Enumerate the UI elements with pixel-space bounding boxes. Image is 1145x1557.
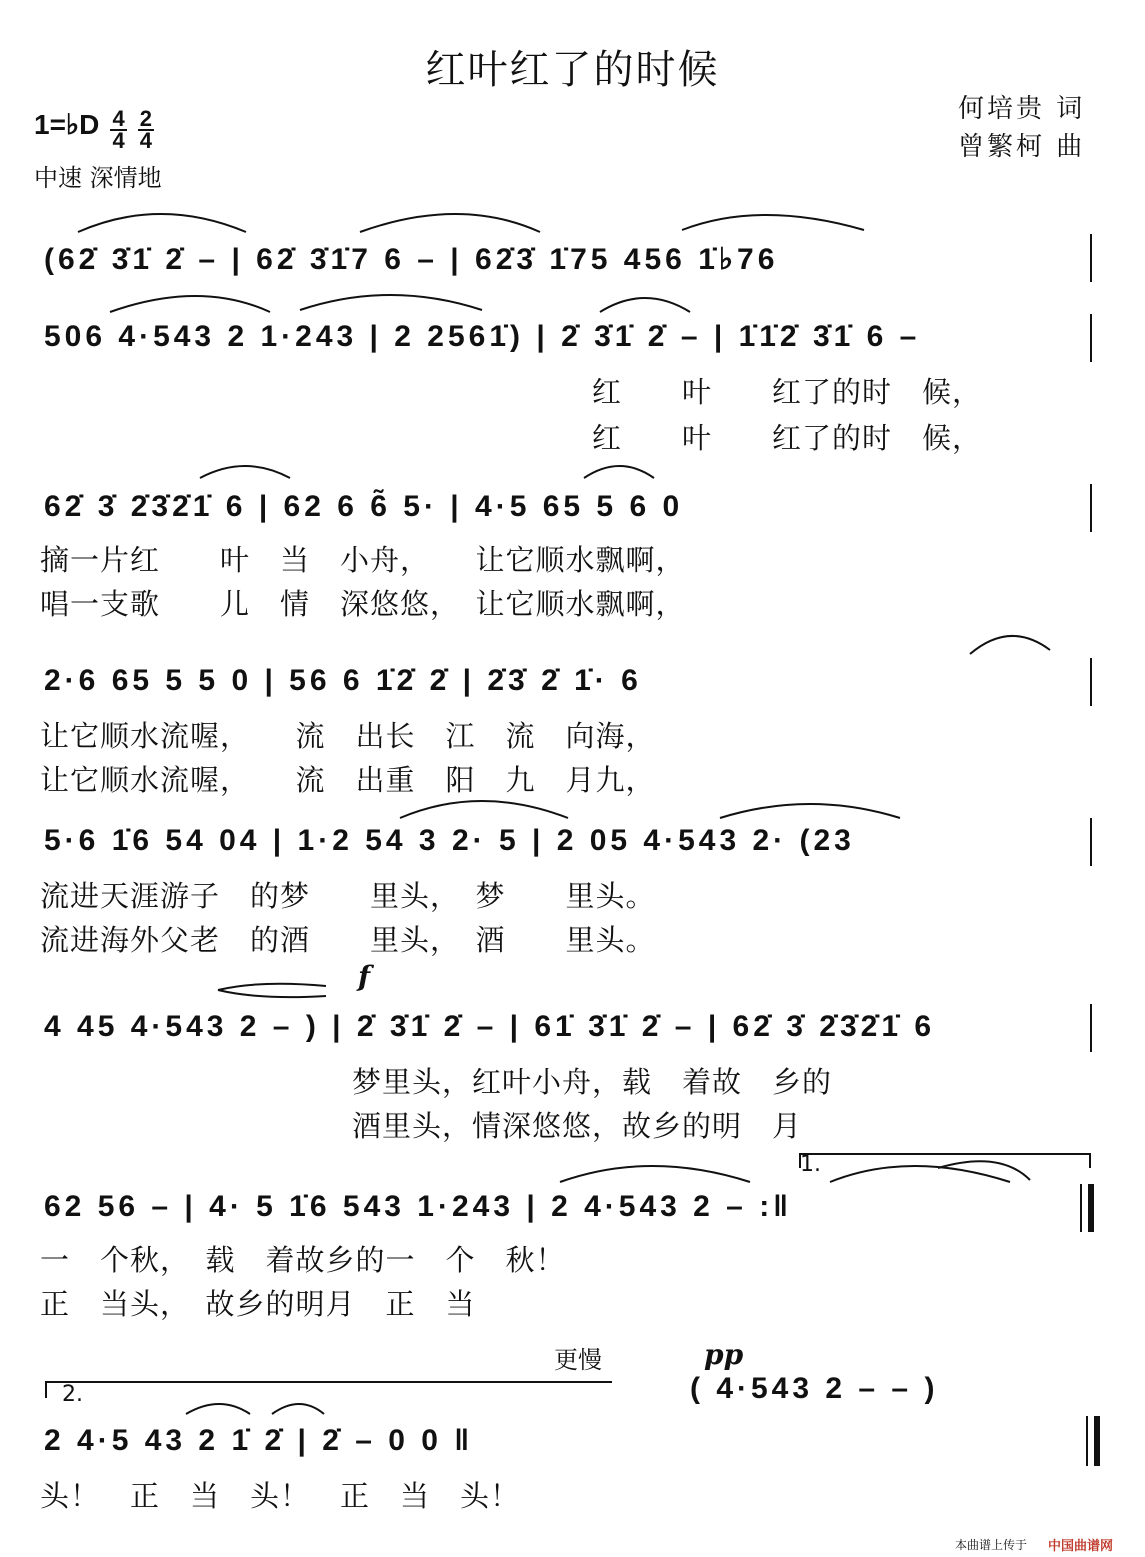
- system-3-lyric-verse-1: 摘一片红 叶 当 小舟， 让它顺水飘啊，: [40, 543, 686, 577]
- footer-note: 本曲谱上传于: [955, 1538, 1028, 1552]
- system-5-notes: 5·6 1̇6 54 04 | 1·2 54 3 2· 5 | 2 05 4·543 2· (23: [44, 824, 855, 857]
- dynamic-pianissimo: pp: [704, 1338, 744, 1371]
- first-ending-label: 1.: [800, 1152, 821, 1177]
- system-6-lyric-verse-2: 酒里头，情深悠悠，故乡的明 月: [352, 1109, 803, 1143]
- tempo-change-slower: 更慢: [554, 1346, 602, 1374]
- composer-credit: 曾繁柯 曲: [958, 132, 1086, 162]
- system-2-notes: 506 4·543 2 1·243 | 2 2561̇) | 2̇ 3̇1̇ 2̇ – | 1̇1̇2̇ 3̇1̇ 6 –: [44, 320, 921, 353]
- system-7-lyric-verse-1: 一 个秋， 载 着故乡的一 个 秋！: [40, 1243, 566, 1277]
- system-1-notes: (62̇ 3̇1̇ 2̇ – | 62̇ 3̇1̇7 6 – | 62̇3̇ 1̇75 456 1̇♭76: [44, 243, 779, 276]
- system-6-notes: 4 45 4·543 2 – ) | 2̇ 3̇1̇ 2̇ – | 61̇ 3̇1̇ 2̇ – | 62̇ 3̇ 2̇3̇2̇1̇ 6: [44, 1010, 936, 1043]
- system-4-lyric-verse-2: 让它顺水流喔， 流 出重 阳 九 月九，: [40, 763, 656, 797]
- system-2-lyric-verse-2: 红 叶 红了的时 候，: [592, 421, 983, 455]
- system-4-lyric-verse-1: 让它顺水流喔， 流 出长 江 流 向海，: [40, 719, 656, 753]
- lyricist-credit: 何培贵 词: [958, 94, 1086, 124]
- system-7-lyric-verse-2: 正 当头， 故乡的明月 正 当: [40, 1287, 476, 1321]
- system-6-lyric-verse-1: 梦里头，红叶小舟，载 着故 乡的: [352, 1065, 833, 1099]
- tempo-marking: 中速 深情地: [34, 164, 162, 192]
- system-8-lyric: 头！ 正 当 头！ 正 当 头！: [40, 1479, 521, 1513]
- system-3-lyric-verse-2: 唱一支歌 儿 情 深悠悠， 让它顺水飘啊，: [40, 587, 686, 621]
- site-logo[interactable]: 中国曲谱网: [1048, 1539, 1114, 1554]
- system-2-lyric-verse-1: 红 叶 红了的时 候，: [592, 375, 983, 409]
- system-5-lyric-verse-1: 流进天涯游子 的梦 里头， 梦 里头。: [40, 879, 656, 913]
- time-signature-2-4: $\frac{2}{4}$: [139, 105, 153, 153]
- key-signature: 1=♭D: [34, 109, 100, 140]
- time-signature-4-4: $\frac{4}{4}$: [112, 105, 125, 153]
- second-ending-label: 2.: [62, 1382, 83, 1407]
- dynamic-forte: f: [358, 960, 371, 993]
- page-title: 红叶红了的时候: [425, 47, 720, 93]
- system-3-notes: 62̇ 3̇ 2̇3̇2̇1̇ 6 | 62 6 6̃ 5· | 4·5 65 5 6 0: [44, 490, 684, 523]
- system-5-lyric-verse-2: 流进海外父老 的酒 里头， 酒 里头。: [40, 923, 656, 957]
- system-4-notes: 2·6 65 5 5 0 | 56 6 1̇2̇ 2̇ | 2̇3̇ 2̇ 1̇· 6: [44, 664, 642, 697]
- system-8-notes: 2 4·5 43 2 1̇ 2̇ | 2̇ – 0 0 ‖: [44, 1424, 474, 1457]
- system-7-notes: 62 56 – | 4· 5 1̇6 543 1·243 | 2 4·543 2 – :‖: [44, 1190, 793, 1223]
- bracketed-accompaniment-notes: ( 4·543 2 – – ): [690, 1372, 939, 1405]
